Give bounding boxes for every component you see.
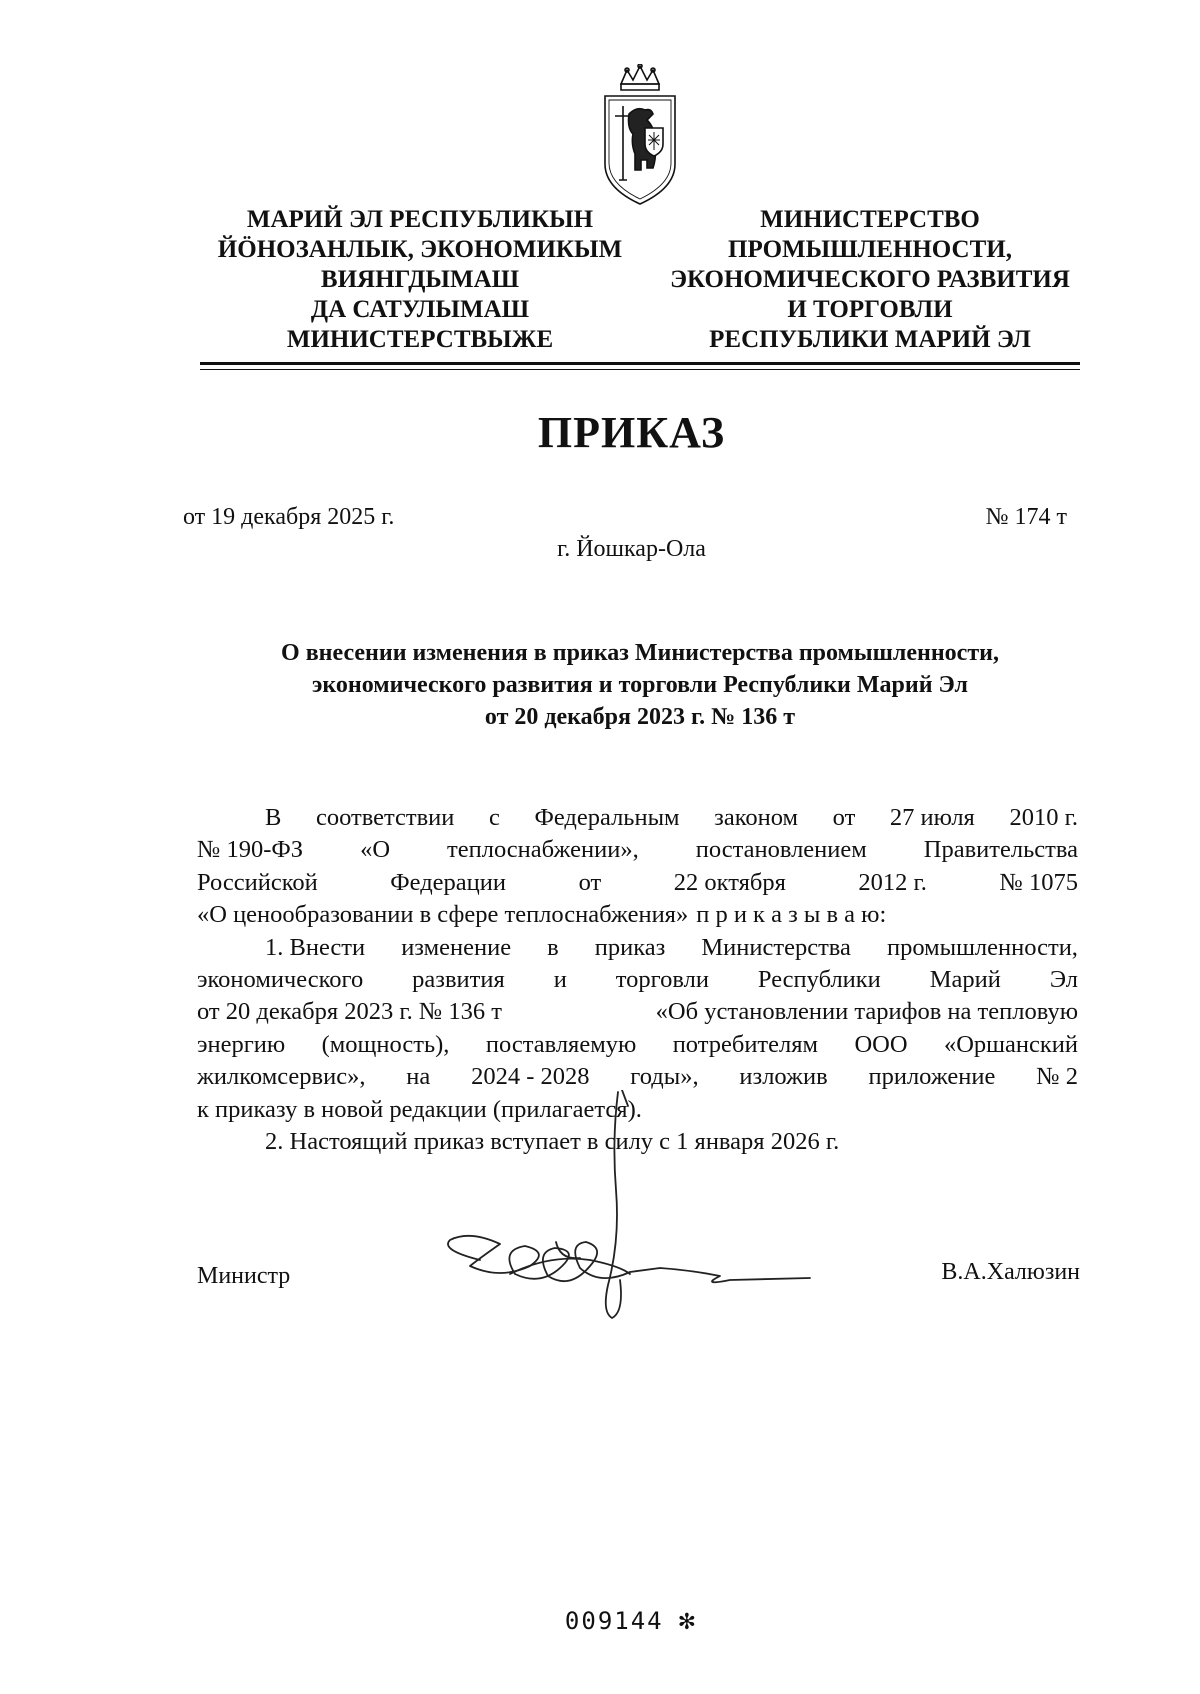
body-text-run: к приказу в новой редакции (прилагается). — [197, 1095, 642, 1123]
body-word: Федерации — [390, 868, 507, 896]
subject-line: экономического развития и торговли Республики Марий Эл — [312, 672, 968, 698]
body-word: соответствии — [315, 804, 455, 831]
body-word: 2012 г. — [858, 868, 927, 896]
body-word: на — [406, 1063, 431, 1091]
header-mari-line: ДА САТУЛЫМАШ — [310, 296, 530, 323]
header-russian-line: ПРОМЫШЛЕННОСТИ, — [728, 236, 1012, 263]
header-mari-line: МИНИСТЕРСТВЫЖЕ — [286, 326, 554, 353]
body-word: с — [489, 804, 500, 831]
signatory-name: В.А.Халюзин — [941, 1259, 1080, 1285]
document-title: ПРИКАЗ — [537, 408, 726, 457]
body-word: изменение — [401, 933, 512, 961]
body-line — [197, 1029, 1078, 1061]
body-word: изложив — [739, 1063, 828, 1091]
body-word: годы», — [630, 1063, 699, 1091]
body-word: поставляемую — [485, 1030, 637, 1058]
body-word: Федеральным — [534, 804, 680, 831]
header-russian-name — [660, 205, 1080, 355]
body-word: ООО — [854, 1030, 908, 1058]
body-word: 22 октября — [673, 868, 786, 896]
header-russian-line: МИНИСТЕРСТВО — [760, 206, 980, 233]
body-word: энергию — [197, 1030, 286, 1058]
document-subject — [200, 637, 1080, 733]
serial-number — [0, 1607, 1200, 1635]
body-word: законом — [714, 804, 799, 831]
body-word: экономического — [197, 965, 364, 993]
body-word: 1. Внести — [265, 933, 366, 961]
body-word: 27 июля — [889, 804, 975, 831]
header-russian-line: ЭКОНОМИЧЕСКОГО РАЗВИТИЯ — [670, 266, 1070, 293]
signatory-title: Министр — [197, 1263, 291, 1289]
body-line — [197, 1061, 1078, 1093]
body-word: постановлением — [695, 836, 867, 864]
header-divider-thick — [200, 362, 1080, 365]
body-line — [197, 802, 1078, 834]
body-word: в — [547, 933, 559, 961]
body-word: В — [265, 804, 282, 831]
body-word: 2024 - 2028 — [471, 1063, 590, 1091]
body-word: от — [832, 804, 856, 831]
header-mari-line: МАРИЙ ЭЛ РЕСПУБЛИКЫН — [246, 206, 594, 233]
handwritten-signature — [430, 1090, 880, 1320]
document-date: от 19 декабря 2025 г. — [183, 504, 395, 530]
body-line — [197, 964, 1078, 996]
body-line — [197, 867, 1078, 899]
header-russian-line: РЕСПУБЛИКИ МАРИЙ ЭЛ — [709, 326, 1031, 353]
body-word: (мощность), — [321, 1030, 450, 1058]
body-word: «Оршанский — [943, 1030, 1078, 1058]
body-word: промышленности, — [886, 933, 1078, 961]
header-russian-line: И ТОРГОВЛИ — [787, 296, 953, 323]
body-word: № 2 — [1036, 1063, 1078, 1091]
body-word: развития — [412, 965, 505, 993]
body-word: потребителям — [672, 1030, 819, 1058]
body-word: торговли — [615, 965, 709, 993]
body-word: приложение — [868, 1063, 996, 1091]
subject-line: от 20 декабря 2023 г. № 136 т — [484, 704, 796, 730]
header-mari-line: ЙӦНОЗАНЛЫК, ЭКОНОМИКЫМ — [217, 236, 623, 263]
body-word: 2010 г. — [1009, 804, 1078, 831]
body-line — [197, 996, 1078, 1028]
body-word: жилкомсервис», — [197, 1063, 366, 1091]
body-word: № 190-ФЗ — [197, 836, 304, 864]
body-text-run: 2. Настоящий приказ вступает в силу с 1 января 2026 г. — [265, 1127, 840, 1155]
body-word: и — [553, 965, 567, 993]
coat-of-arms-emblem — [597, 64, 683, 208]
header-mari-line: ВИЯНГДЫМАШ — [320, 266, 520, 293]
body-line — [197, 834, 1078, 866]
body-word: приказ — [594, 933, 666, 961]
document-city: г. Йошкар-Ола — [557, 536, 706, 562]
body-line — [197, 932, 1078, 964]
header-divider-thin — [200, 369, 1080, 370]
body-word: Министерства — [701, 933, 851, 961]
body-word: Эл — [1049, 965, 1078, 993]
body-word: от — [578, 868, 602, 896]
body-word: Марий — [929, 965, 1001, 993]
body-line — [197, 899, 1078, 931]
serial-asterisk-mark: ✻ — [677, 1610, 699, 1635]
header-mari-name — [190, 205, 650, 355]
body-word: № 1075 — [999, 868, 1078, 896]
body-word: «О — [360, 836, 391, 864]
body-word: Правительства — [923, 836, 1078, 864]
body-word: Российской — [197, 868, 318, 896]
document-number: № 174 т — [985, 504, 1067, 530]
serial-number-value: 009144 — [564, 1607, 664, 1635]
body-text-run: «Об установлении тарифов на тепловую — [655, 998, 1078, 1026]
body-word: Республики — [757, 965, 881, 993]
order-verb: п р и к а з ы в а ю: — [696, 901, 887, 929]
body-text-run: от 20 декабря 2023 г. № 136 т — [197, 998, 502, 1026]
subject-line: О внесении изменения в приказ Министерства промышленности, — [281, 640, 999, 666]
body-text-run: «О ценообразовании в сфере теплоснабжения» — [197, 901, 689, 929]
body-word: теплоснабжении», — [447, 836, 639, 864]
